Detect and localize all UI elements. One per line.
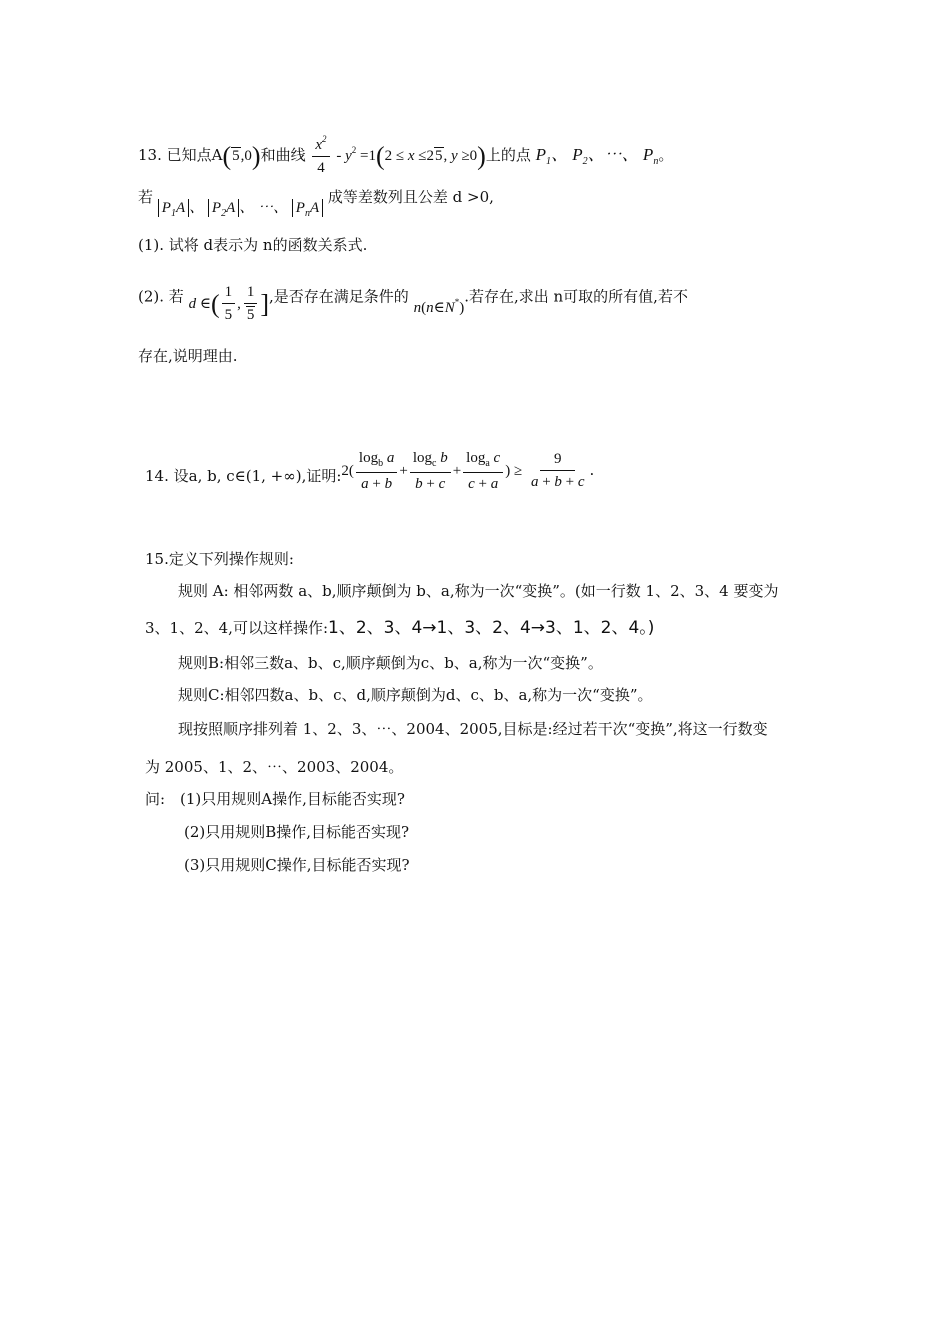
q15-title: 15.定义下列操作规则: — [145, 550, 294, 568]
q13-part2-prefix: (2). 若 — [138, 287, 184, 306]
curve-fraction: $\frac{x^2}{4}$ — [312, 134, 329, 178]
q15-rule-a-line1: 规则 A: 相邻两数 a、b,顺序颠倒为 b、a,称为一次“变换”。(如一行数 1、2、3、4 要变为 — [178, 582, 779, 600]
q13-line2 — [138, 188, 494, 219]
q15-sub3: (3)只用规则C操作,目标能否实现? — [184, 856, 410, 874]
q15-rule-b: 规则B:相邻三数a、b、c,顺序颠倒为c、b、a,称为一次“变换”。 — [178, 654, 603, 672]
q15-question-label: 问: — [145, 790, 166, 808]
q14-end: . — [589, 460, 595, 479]
q13-part2 — [138, 278, 688, 324]
q13-line2-text: 成等差数列且公差 d >0, — [327, 188, 494, 206]
q13-label: 13. 已知点A — [138, 145, 223, 164]
q13-part1: (1). 试将 d表示为 n的函数关系式. — [138, 236, 368, 254]
q13-if: 若 — [138, 188, 154, 206]
q15-rule-a-ops: 1、2、3、4→1、3、2、4→3、1、2、4。) — [328, 618, 655, 638]
q15-goal-line1: 现按照顺序排列着 1、2、3、⋯、2004、2005,目标是:经过若干次“变换”,将这一行数变 — [178, 720, 768, 738]
q13-part2-suffix: .若存在,求出 n可取的所有值,若不 — [464, 287, 688, 306]
q15-rule-c: 规则C:相邻四数a、b、c、d,顺序颠倒为d、c、b、a,称为一次“变换”。 — [178, 686, 653, 704]
q13-line1 — [138, 134, 673, 178]
q15-sub1: (1)只用规则A操作,目标能否实现? — [180, 790, 405, 808]
q14-line — [145, 450, 594, 493]
curve-equation-rest: - $y^2 =1(2 \le x \le 25$, y ≥0) — [336, 141, 486, 171]
curve-word: 和曲线 — [260, 145, 306, 164]
q13-part2-mid: ,是否存在满足条件的 — [269, 287, 409, 306]
q14-inequality: 2( $\frac{\log_b a}{a + b}$ + $\frac{\log_c b}{b + c}$ + $\frac{\log_a c}{c + a}$ ) ≥ $\frac{9}{a + b + c}$ — [341, 450, 585, 492]
q15-rule-a-text: 3、1、2、4,可以这样操作: — [145, 619, 328, 637]
q15-sub2: (2)只用规则B操作,目标能否实现? — [184, 823, 410, 841]
d-condition: d ∈( $\frac{1}{5}$ , $\frac{1}{5}$ ] — [188, 284, 270, 324]
q15-rule-a-line2 — [145, 620, 654, 637]
point-a: (5,0) — [222, 141, 261, 171]
q14-prefix: 14. 设a, b, c∈(1, +∞),证明: — [145, 466, 342, 485]
distance-terms: $P_1A$ 、 $P_2A$ 、 ⋯、 $P_nA$ — [158, 200, 323, 216]
q15-goal-line2: 为 2005、1、2、⋯、2003、2004。 — [145, 758, 404, 776]
n-condition: n(n∈N*) — [413, 296, 465, 316]
q13-part2-line2: 存在,说明理由. — [138, 347, 238, 365]
points-list: $P_1$、 $P_2$、⋯、 $P_n$ — [535, 144, 659, 167]
points-word: 上的点 — [485, 145, 531, 164]
q13-end: 。 — [658, 145, 674, 164]
